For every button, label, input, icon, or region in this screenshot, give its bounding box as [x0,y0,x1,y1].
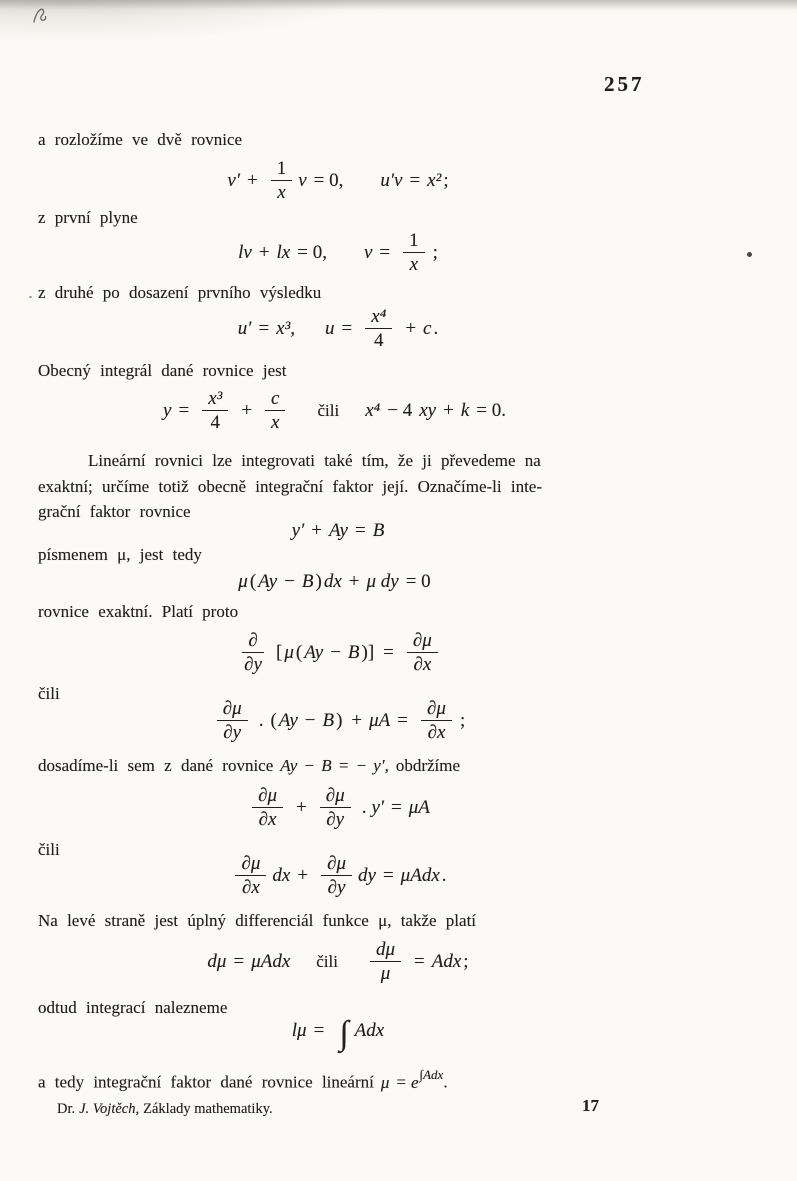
numerator: x⁴ [365,306,392,329]
math-token: ( [295,641,303,663]
math-token: = 0, [313,169,344,191]
equation-8 [38,698,638,744]
math-token: = [383,641,394,663]
math-token: μ dy [366,571,399,592]
denominator: ∂x [242,877,260,899]
math-token: = [409,169,421,191]
page-number: 257 [604,72,645,96]
fraction [202,388,228,434]
footer-book-title: Základy mathematiky. [143,1101,273,1117]
math-token: ; [463,950,469,972]
math-token: Ay [304,641,324,663]
text-segment: a tedy integrační faktor dané rovnice lineární [38,1072,374,1092]
equation-7 [38,630,638,676]
denominator: ∂y [327,877,346,899]
connector-word: čili [317,400,340,420]
numerator: ∂ [242,630,263,653]
equation-2 [38,230,638,276]
math-token: B [322,709,335,731]
math-token: ; [443,169,449,191]
math-token: [ [275,641,283,663]
math-token: = [233,950,245,972]
math-token: − 4 [387,399,413,421]
math-token: μ [238,571,248,592]
math-token: μA [369,709,391,731]
math-token: e [411,1072,419,1092]
math-token: c [423,317,432,339]
numerator: 1 [271,158,293,181]
fraction [238,630,268,676]
math-token: dy [358,864,376,886]
numerator: ∂μ [252,785,283,808]
fraction [321,853,352,899]
math-token: ) [336,709,343,731]
math-token: . [361,796,367,818]
math-token: = [178,399,190,421]
equation-4 [38,388,638,434]
math-token: = [258,317,270,339]
math-token: = [396,1072,406,1092]
footer-prefix: Dr. [57,1101,76,1117]
body-line-2: z první plyne [38,208,138,227]
math-token: − [330,641,341,663]
math-token: x⁴ [365,399,381,421]
scan-artifact-dot [747,252,752,257]
math-token: Adx [431,950,462,972]
equation-1 [38,158,638,204]
math-token: + [348,571,360,592]
numerator: dμ [370,939,401,962]
fraction [421,698,452,744]
math-token: = [313,1020,325,1042]
math-token: + [311,520,322,541]
denominator: x [409,254,419,276]
math-token: μ [380,1072,390,1092]
math-token: + [351,709,363,731]
math-token: = 0 [405,571,431,592]
math-token: ; [432,241,438,263]
math-token: lx [276,241,291,263]
footer-author: J. Vojtěch, [79,1101,140,1117]
math-token: μA [408,796,430,818]
math-token: . [443,1072,448,1092]
scan-artifact-speck [29,296,32,298]
equation-11 [38,939,638,985]
denominator: ∂x [427,722,446,744]
scan-noise-band [0,0,797,10]
fraction [265,388,285,434]
math-token: y′ [371,796,385,818]
body-line-5: písmenem μ, jest tedy [38,545,202,564]
numerator: ∂μ [235,853,266,876]
exponent: ∫Adx [419,1067,444,1082]
equation-5 [38,520,638,542]
math-token: B [347,641,360,663]
equation-3 [38,306,638,352]
numerator: x³ [202,388,228,411]
math-token: = [379,241,391,263]
math-token: u′v [380,169,403,191]
inline-math: Ay − B = − y′, [280,756,389,775]
math-token: ) [315,571,322,592]
paragraph-line-2: exaktní; určíme totiž obecně integrační faktor její. Označíme-li inte- [38,477,542,496]
denominator: x [277,182,286,204]
fraction [252,785,283,831]
math-token: + [405,317,417,339]
math-token: + [443,399,454,421]
equation-6 [38,571,638,593]
numerator: ∂μ [407,630,438,653]
math-token: . [258,709,264,731]
math-token: = [397,709,409,731]
text-segment: obdržíme [395,756,461,775]
numerator: ∂μ [421,698,452,721]
denominator: ∂x [413,654,432,676]
math-token: xy [419,399,437,421]
math-token: = [391,796,402,818]
denominator: ∂y [244,654,262,676]
denominator: 4 [374,330,384,352]
fraction [365,306,392,352]
math-token: v′ [227,169,240,191]
math-token: k [460,399,470,421]
denominator: x [271,412,280,434]
connector-line-2: čili [38,840,60,859]
connector-line-1: čili [38,684,60,703]
math-token: + [258,241,270,263]
numerator: c [265,388,285,411]
text-segment: dosadíme-li sem z dané rovnice [38,756,274,775]
connector-word: čili [316,951,338,971]
math-token: = [341,317,353,339]
math-token: + [296,796,307,818]
numerator: 1 [403,230,425,253]
math-token: − [284,571,295,592]
numerator: ∂μ [321,853,352,876]
math-token: lv [238,241,252,263]
denominator: ∂x [258,809,277,831]
equation-12 [38,1015,638,1052]
footer-citation [57,1101,277,1118]
math-token: = [382,864,394,886]
integral-sign: ∫ [339,1015,349,1052]
math-token: + [241,399,253,421]
math-token: B [301,571,314,592]
math-token: y′ [291,520,305,541]
body-line-9: odtud integrací nalezneme [38,998,228,1017]
body-line-3: z druhé po dosazení prvního výsledku [38,283,322,302]
equation-10 [38,853,638,899]
math-token: lμ [291,1020,307,1042]
math-token: ( [249,571,257,592]
math-token: + [297,864,309,886]
math-token: u′ [237,317,252,339]
denominator: 4 [210,412,220,434]
body-line-4: Obecný integrál dané rovnice jest [38,361,287,380]
math-token: . [433,317,439,339]
fraction [271,158,293,204]
math-token: v [298,169,307,191]
math-token: + [246,169,258,191]
math-token: ( [270,709,277,731]
fraction [320,785,351,831]
math-token: μAdx [251,950,291,972]
signature-number: 17 [582,1096,599,1115]
denominator: ∂y [326,809,345,831]
body-line-6: rovnice exaktní. Platí proto [38,602,239,621]
math-token: x³, [276,317,296,339]
math-token: μAdx [400,864,440,886]
numerator: ∂μ [217,698,248,721]
fraction [217,698,248,744]
fraction [403,230,425,276]
math-token: u [325,317,335,339]
paragraph-line-1: Lineární rovnici lze integrovati také tím, že ji převedeme na [88,451,541,470]
math-token: y [163,399,172,421]
math-token: v [363,241,373,263]
body-line-7 [38,756,460,776]
equation-9 [38,785,638,831]
denominator: μ [380,963,391,985]
math-token: = 0. [476,399,506,421]
math-token: )] [361,641,375,663]
math-token: = [354,520,366,541]
math-token: x² [427,169,442,191]
denominator: ∂y [223,722,242,744]
math-token: dμ [207,950,227,972]
math-token: dx [272,864,291,886]
body-line-10 [38,1069,448,1093]
body-line-1: a rozložíme ve dvě rovnice [38,130,243,149]
math-token: = 0, [297,241,327,263]
math-token: Ay [328,520,348,541]
math-token: ; [459,709,466,731]
fraction [407,630,438,676]
math-token: μ [284,641,294,663]
math-token: Adx [354,1020,385,1042]
math-token: = [414,950,425,972]
numerator: ∂μ [320,785,351,808]
math-token: Ay [258,571,278,592]
math-token: . [441,864,447,886]
paragraph-line-3: grační faktor rovnice [38,502,191,521]
scan-artifact-squiggle [30,2,54,28]
math-token: dx [323,571,342,592]
body-line-8: Na levé straně jest úplný differenciál funkce μ, takže platí [38,911,477,930]
math-token: B [372,520,385,541]
math-token: Ay [278,709,298,731]
math-token: − [304,709,316,731]
fraction [370,939,401,985]
fraction [235,853,266,899]
